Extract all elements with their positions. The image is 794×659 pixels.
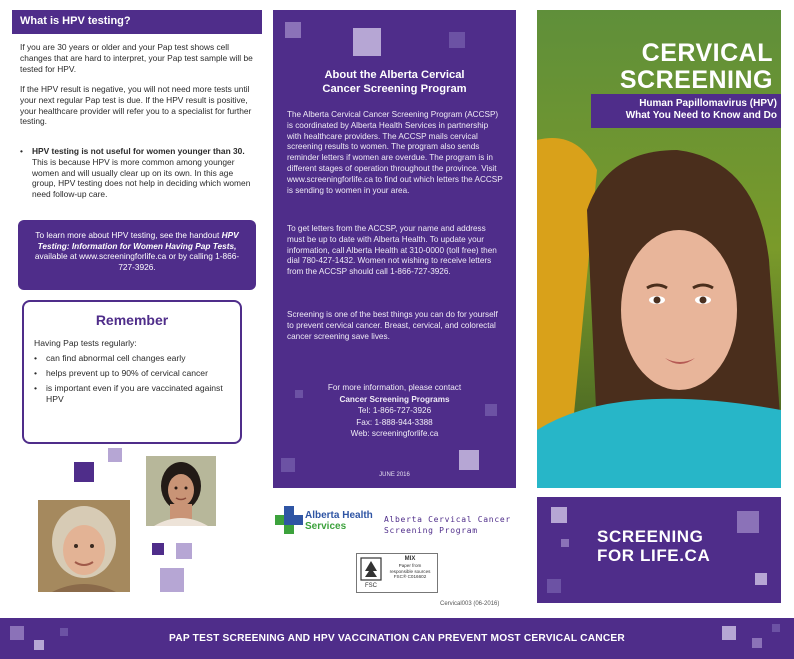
banner-message: PAP TEST SCREENING AND HPV VACCINATION CAN PREVENT MOST CERVICAL CANCER [169,633,625,644]
bullet-bold-text: HPV testing is not useful for women younger than 30. [32,146,245,156]
remember-intro: Having Pap tests regularly: [34,338,137,348]
decor-square [152,543,164,555]
publication-date: JUNE 2016 [379,472,410,478]
decor-square [737,511,759,533]
hpv-paragraph-2: If the HPV result is negative, you will not need more tests until your next regular Pap test is due. If the HPV result is positive, your healthcare provider will refer you to a specialist for further testing. [20,84,252,127]
handout-callout [18,220,256,290]
decor-square [459,450,479,470]
handout-title[interactable]: HPV Testing: Information for Women Having Pap Tests, [37,230,239,251]
accsp-logo: Alberta Cervical Cancer Screening Program [384,515,511,535]
document-code: Cervical003 (06-2016) [440,601,500,607]
program-paragraph-2: To get letters from the ACCSP, your name and address must be up to date with Alberta Health. To update your information, call Alberta Health at 310-0000 (toll free) then dial 780-427-1432. Women not wishing to receive letters from the ACCSP should call 1-866-727-3926. [287,224,497,277]
cover-title: CERVICAL SCREENING [619,39,773,94]
remember-item: • is important even if you are vaccinated against HPV [34,383,223,404]
section-heading-hpv-testing: What is HPV testing? [12,10,262,34]
remember-title: Remember [95,312,169,328]
fsc-tree-icon [360,557,382,589]
decor-square [108,448,122,462]
handout-availability: available at www.screeningforlife.ca or by calling 1-866-727-3926. [34,251,240,272]
screening-for-life-logo: SCREENING FOR LIFE.CA [597,527,711,565]
cover-photo [537,10,781,488]
decor-square [547,579,561,593]
ahs-cross-icon [275,506,303,534]
decor-square [160,568,184,592]
bottom-banner [0,618,794,659]
decor-square [74,462,94,482]
screening-for-life-panel [537,497,781,603]
handout-intro: To learn more about HPV testing, see the handout [35,230,220,240]
hpv-paragraph-1: If you are 30 years or older and your Pap test shows cell changes that are hard to interpret, your Pap test sample will be tested for HPV. [20,42,253,74]
decor-square [755,573,767,585]
ahs-name-line2: Services [305,521,347,532]
decor-square [285,22,301,38]
contact-block [273,382,516,440]
program-paragraph-1: The Alberta Cervical Cancer Screening Program (ACCSP) is coordinated by Alberta Health Services in partnership with healthcare providers. The ACCSP mails cervical screening results to women. The program also sends reminder letters if women are overdue. The program is in different stages of operation throughout the province. Visit www.screeningforlife.ca to find out which letters the ACCSP is sending to women in your area. [287,110,503,195]
cover-subtitle: Human Papillomavirus (HPV) What You Need to Know and Do [625,98,777,121]
ahs-name-line1: Alberta Health [305,510,373,521]
program-title: About the Alberta Cervical Cancer Screening Program [322,69,467,95]
contact-tel[interactable]: Tel: 1-866-727-3926 [357,406,432,416]
remember-item: • can find abnormal cell changes early [34,353,186,363]
program-paragraph-3: Screening is one of the best things you can do for yourself to prevent cervical cancer. Breast, cervical, and colorectal cancer screening save lives. [287,310,498,341]
bullet-dot-icon: • [20,146,23,156]
contact-web[interactable]: Web: screeningforlife.ca [350,429,439,439]
decor-square [176,543,192,559]
contact-fax: Fax: 1-888-944-3388 [356,417,433,427]
contact-intro: For more information, please contact [327,383,462,392]
photo-older-woman [38,500,130,592]
program-info-panel [273,10,516,488]
decor-square [561,539,569,547]
hpv-bullet [20,146,256,200]
contact-org: Cancer Screening Programs [339,394,450,404]
bullet-text: This is because HPV is more common among younger women and will usually clear up on its own. In this age group, HPV testing does not help in deciding which women need follow-up care. [32,156,251,200]
decor-square [485,404,497,416]
decor-square [295,390,303,398]
remember-item: • helps prevent up to 90% of cervical cancer [34,368,208,378]
remember-box [22,300,242,444]
decor-square [772,624,780,632]
fsc-mix: MIX [404,556,416,562]
fsc-label: FSC [365,583,377,589]
photo-woman-dark-hair [146,456,216,526]
fsc-certification-logo: FSC MIX Paper from responsible sources FSC® C016602 [356,553,438,593]
decor-square [281,458,295,472]
decor-square [551,507,567,523]
decor-square [353,28,381,56]
ahs-logo [275,506,375,540]
decor-square [449,32,465,48]
